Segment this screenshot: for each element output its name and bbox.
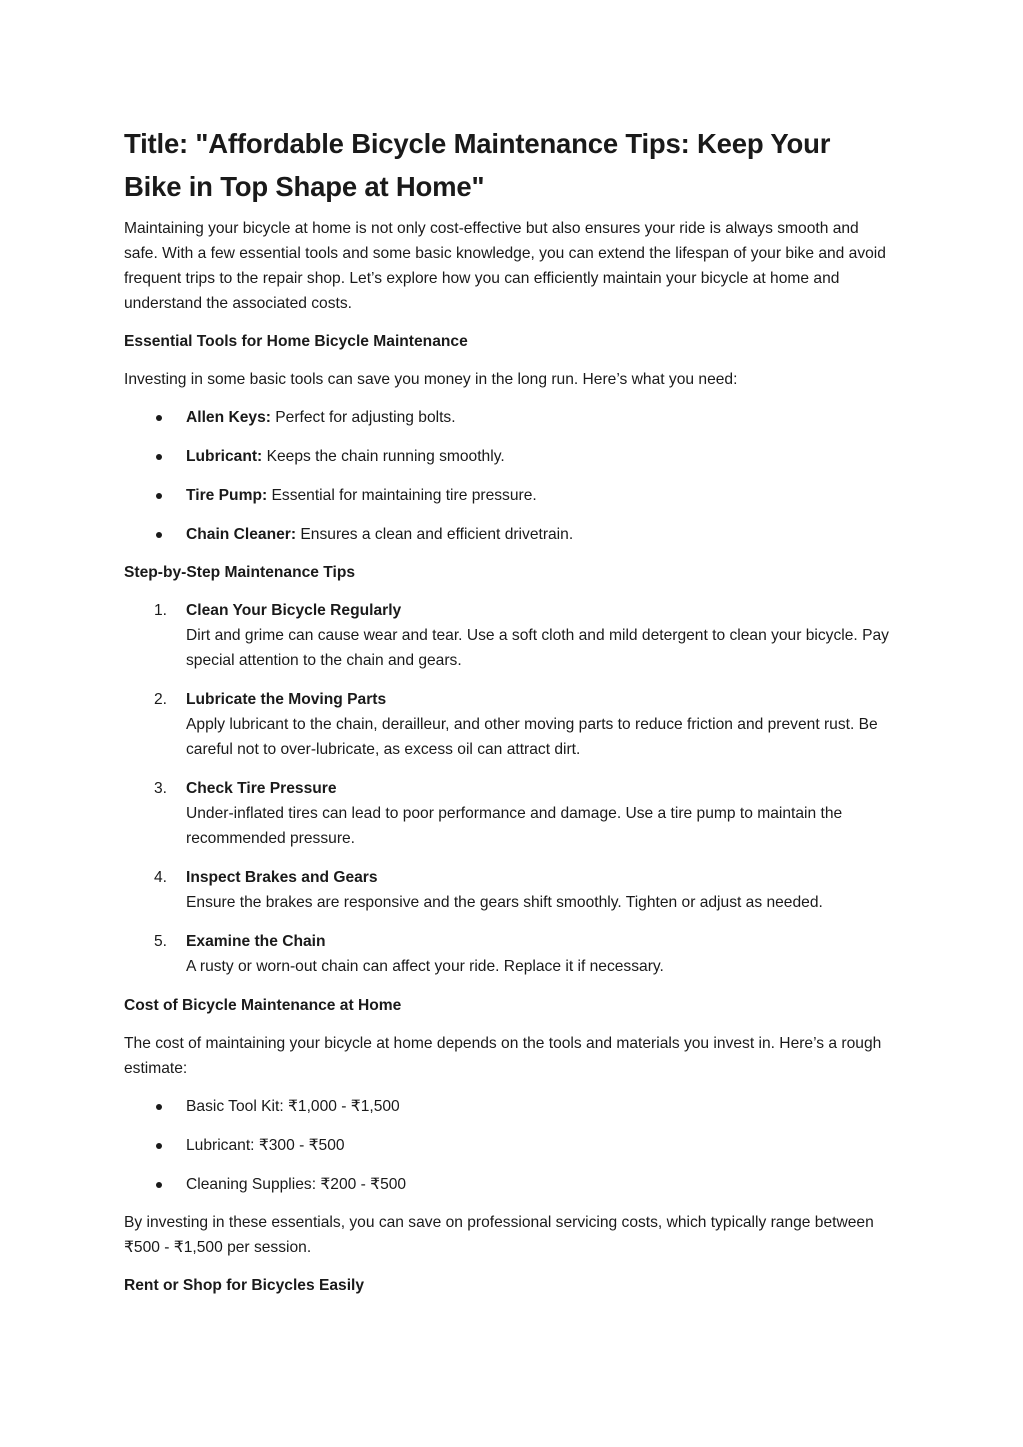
tool-term: Chain Cleaner: [186, 526, 297, 543]
list-item [124, 598, 894, 673]
list-item [124, 405, 894, 430]
list-item [124, 776, 894, 851]
tool-desc: Essential for maintaining tire pressure. [267, 487, 537, 504]
tool-term: Lubricant: [186, 448, 263, 465]
list-item [124, 1172, 894, 1197]
step-title: Examine the Chain [186, 933, 326, 950]
step-title: Lubricate the Moving Parts [186, 691, 387, 708]
bullet-icon [156, 1182, 162, 1188]
rent-heading: Rent or Shop for Bicycles Easily [124, 1277, 365, 1294]
document-page [124, 122, 894, 1311]
step-number: 3. [154, 780, 168, 797]
bullet-icon [156, 415, 162, 421]
list-item [124, 522, 894, 547]
step-number: 1. [154, 602, 168, 619]
step-number: 4. [154, 869, 168, 886]
list-item [124, 483, 894, 508]
step-title: Check Tire Pressure [186, 780, 337, 797]
tool-desc: Perfect for adjusting bolts. [270, 409, 456, 426]
bullet-icon [156, 1104, 162, 1110]
step-body: Under-inflated tires can lead to poor performance and damage. Use a tire pump to maintain the recommended pressure. [186, 805, 843, 847]
step-title: Clean Your Bicycle Regularly [186, 602, 402, 619]
cost-item: Basic Tool Kit: ₹1,000 - ₹1,500 [186, 1098, 400, 1115]
step-body: Apply lubricant to the chain, derailleur, and other moving parts to reduce friction and prevent rust. Be careful not to over-lubricate, as excess oil can attract dirt. [186, 716, 878, 758]
list-item [124, 865, 894, 915]
page-title: Title: "Affordable Bicycle Maintenance Tips: Keep Your Bike in Top Shape at Home" [124, 128, 831, 202]
bullet-icon [156, 454, 162, 460]
bullet-icon [156, 1143, 162, 1149]
tool-desc: Ensures a clean and efficient drivetrain. [296, 526, 574, 543]
step-body: Dirt and grime can cause wear and tear. Use a soft cloth and mild detergent to clean your bicycle. Pay special attention to the chain and gears. [186, 627, 889, 669]
intro-paragraph: Maintaining your bicycle at home is not only cost-effective but also ensures your ride is always smooth and safe. With a few essential tools and some basic knowledge, you can extend the lifespan of your bike and avoid frequent trips to the repair shop. Let’s explore how you can efficiently maintain your bicycle at home and understand the associated costs. [124, 220, 886, 312]
bullet-icon [156, 493, 162, 499]
list-item [124, 687, 894, 762]
list-item [124, 1094, 894, 1119]
tools-lead: Investing in some basic tools can save you money in the long run. Here’s what you need: [124, 371, 738, 388]
tool-desc: Keeps the chain running smoothly. [262, 448, 505, 465]
list-item [124, 444, 894, 469]
cost-item: Cleaning Supplies: ₹200 - ₹500 [186, 1176, 407, 1193]
tool-term: Allen Keys: [186, 409, 271, 426]
steps-heading: Step-by-Step Maintenance Tips [124, 564, 356, 581]
tools-heading: Essential Tools for Home Bicycle Maintenance [124, 333, 468, 350]
cost-closing: By investing in these essentials, you can save on professional servicing costs, which typically range between ₹500 - ₹1,500 per session. [124, 1214, 874, 1256]
tool-term: Tire Pump: [186, 487, 268, 504]
step-title: Inspect Brakes and Gears [186, 869, 378, 886]
step-body: Ensure the brakes are responsive and the gears shift smoothly. Tighten or adjust as needed. [186, 894, 823, 911]
steps-list [124, 598, 894, 979]
bullet-icon [156, 532, 162, 538]
cost-heading: Cost of Bicycle Maintenance at Home [124, 997, 402, 1014]
step-body: A rusty or worn-out chain can affect your ride. Replace it if necessary. [186, 958, 664, 975]
list-item [124, 929, 894, 979]
cost-item: Lubricant: ₹300 - ₹500 [186, 1137, 345, 1154]
cost-lead: The cost of maintaining your bicycle at home depends on the tools and materials you invest in. Here’s a rough estimate: [124, 1035, 882, 1077]
tools-list [124, 405, 894, 547]
step-number: 5. [154, 933, 168, 950]
cost-list [124, 1094, 894, 1197]
step-number: 2. [154, 691, 168, 708]
list-item [124, 1133, 894, 1158]
